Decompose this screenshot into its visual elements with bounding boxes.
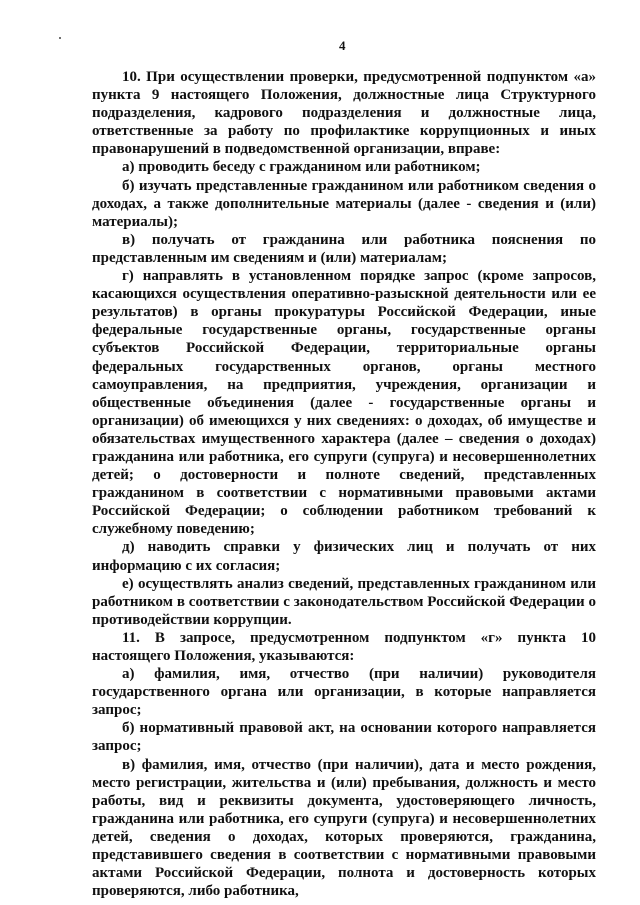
paragraph-11a: а) фамилия, имя, отчество (при наличии) руководителя государственного органа или организации, в которые направляется запрос; [92,666,596,719]
paragraph-10d: д) наводить справки у физических лиц и получать от них информацию с их согласия; [92,539,596,574]
paragraph-10a: а) проводить беседу с гражданином или работником; [122,159,481,176]
paragraph-10e: е) осуществлять анализ сведений, представленных гражданином или работником в соответствии с законодательством Российской Федерации о противодействии коррупции. [92,575,596,628]
paragraph-11v: в) фамилия, имя, отчество (при наличии), дата и место рождения, место регистрации, жительства и (или) пребывания, должность и место работы, вид и реквизиты документа, удостоверяющего личность, гражданина или работника, его супруги (супруга) и несовершеннолетних детей, сведения о доходах, которых проверяются, гражданина, представившего сведения в соответствии с нормативными правовыми актами Российской Федерации, полнота и достоверность которых проверяются, либо работника, [92,756,596,900]
paragraph-11b: б) нормативный правовой акт, на основании которого направляется запрос; [92,720,596,755]
paragraph-10g: г) направлять в установленном порядке запрос (кроме запросов, касающихся осуществления оперативно-разыскной деятельности или ее результатов) в органы прокуратуры Российской Федерации, иные федеральные государственные органы, государственные органы субъектов Российской Федерации, территориальные органы федеральных государственных органов, органы местного самоуправления, на предприятия, учреждения, организации и общественные объединения (далее - государственные органы и организации) об имеющихся у них сведениях: о доходах, об имуществе и обязательствах имущественного характера (далее – сведения о доходах) гражданина или работника, его супруги (супруга) и несовершеннолетних детей; о достоверности и полноте сведений, представленных гражданином в соответствии с нормативными правовыми актами Российской Федерации; о соблюдении работником требований к служебному поведению; [92,268,596,538]
page-number: 4 [339,38,346,53]
document-body [92,68,596,900]
paragraph-10v: в) получать от гражданина или работника пояснения по представленным им сведениям и (или) материалам; [92,231,596,266]
paragraph-10: 10. При осуществлении проверки, предусмотренной подпунктом «а» пункта 9 настоящего Положения, должностные лица Структурного подразделения, кадрового подразделения и должностные лица, ответственные за работу по профилактике коррупционных и иных правонарушений в подведомственной организации, вправе: [92,69,596,158]
paragraph-10b: б) изучать представленные гражданином или работником сведения о доходах, а также дополнительные материалы (далее - сведения и (или) материалы); [92,177,596,230]
paragraph-11: 11. В запросе, предусмотренном подпунктом «г» пункта 10 настоящего Положения, указываются: [92,629,596,664]
